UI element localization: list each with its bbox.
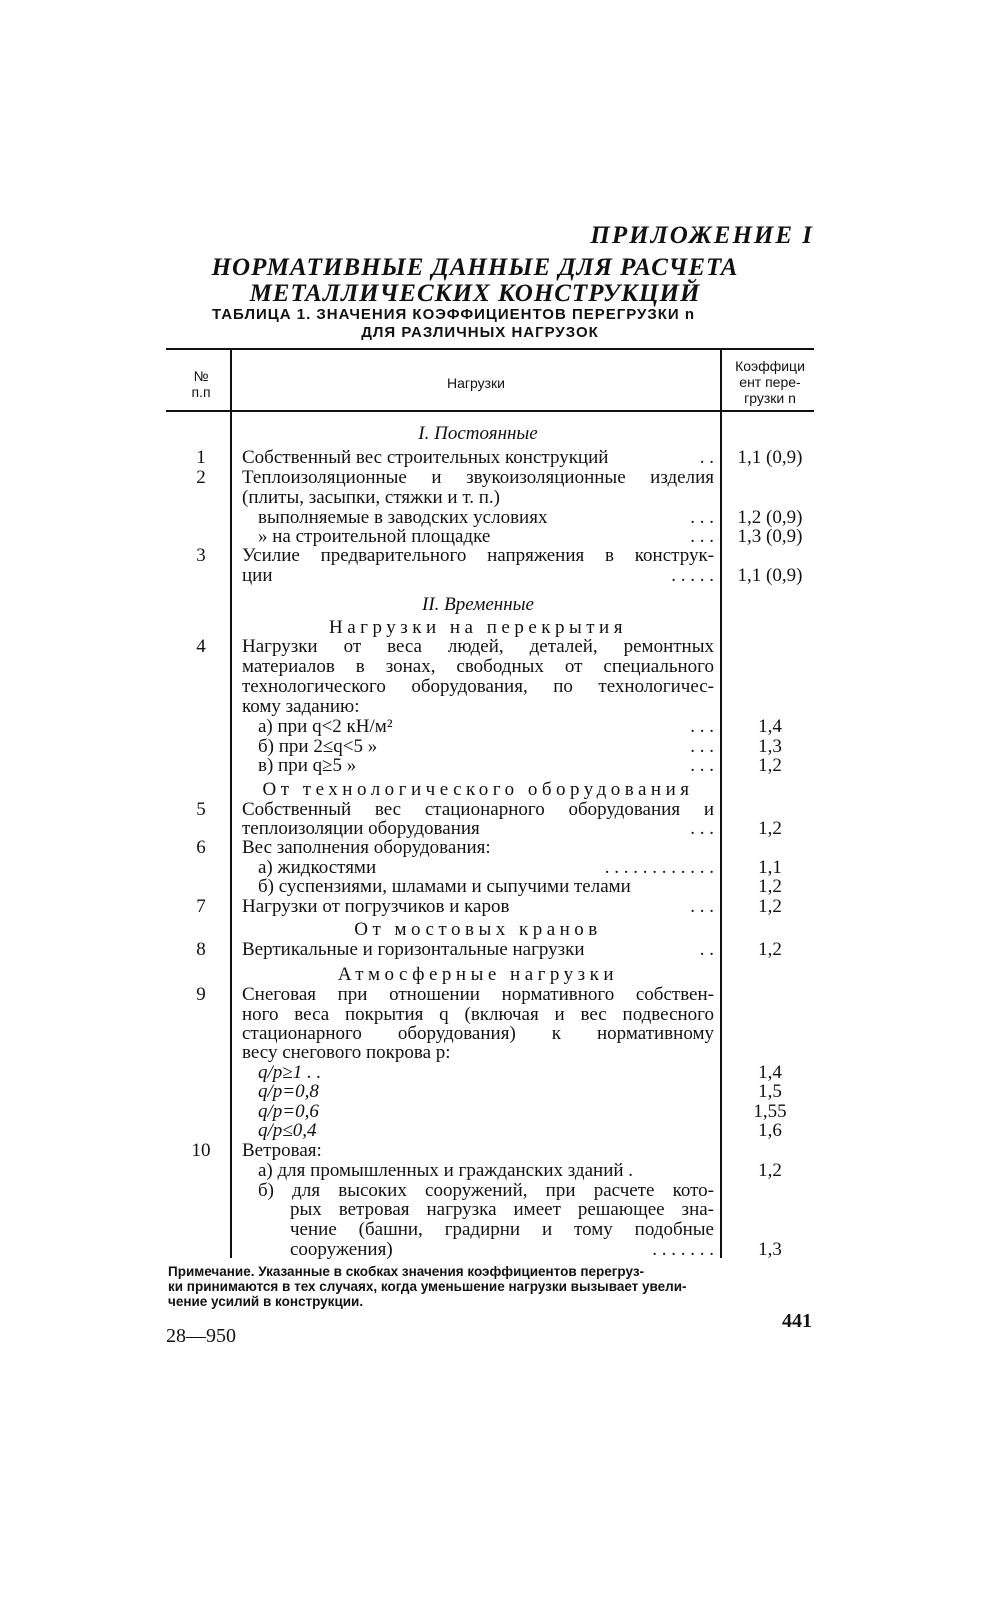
- table-caption-line-2: ДЛЯ РАЗЛИЧНЫХ НАГРУЗОК: [361, 324, 599, 341]
- row-text: [242, 897, 714, 917]
- coefficient-value: 1,2 (0,9): [737, 507, 803, 528]
- row-number: 8: [196, 939, 206, 960]
- coefficient-value: 1,4: [758, 716, 782, 737]
- row-number: 5: [196, 799, 206, 820]
- coefficient-value: 1,2: [758, 1160, 782, 1181]
- coefficient-value: 1,2: [758, 896, 782, 917]
- row-number: 7: [196, 896, 206, 917]
- row-text: [242, 448, 714, 468]
- section-heading: I. Постоянные: [418, 423, 538, 444]
- row-text: [258, 756, 714, 776]
- leader-dots: . . .: [690, 526, 714, 547]
- row-number: 3: [196, 545, 206, 566]
- row-text: q/p=0,6: [258, 1101, 319, 1122]
- row-text: q/p≤0,4: [258, 1120, 317, 1141]
- table-note: [168, 1264, 812, 1309]
- row-text-content: б) при 2≤q<5 »: [258, 736, 378, 757]
- coefficient-value: 1,2: [758, 939, 782, 960]
- row-text: q/p=0,8: [258, 1081, 319, 1102]
- row-text: Усилие предварительного напряжения в конструк-: [242, 545, 714, 566]
- leader-dots: . . . . .: [671, 565, 714, 586]
- row-text-content: а) при q<2 кН/м²: [258, 716, 393, 737]
- table-note-line: Примечание. Указанные в скобках значения коэффициентов перегруз-: [168, 1264, 645, 1279]
- coefficient-value: 1,3 (0,9): [737, 526, 803, 547]
- row-text: весу снегового покрова p:: [242, 1042, 451, 1063]
- coefficient-value: 1,1 (0,9): [737, 565, 803, 586]
- row-text-content: Нагрузки от погрузчиков и каров: [242, 896, 510, 917]
- row-text-content: » на строительной площадке: [258, 526, 491, 547]
- row-text: Теплоизоляционные и звукоизоляционные изделия: [242, 467, 714, 488]
- header-number: [166, 368, 236, 400]
- coefficient-value: 1,3: [758, 736, 782, 757]
- row-text: стационарного оборудования) к нормативному: [242, 1023, 714, 1044]
- row-text: технологического оборудования, по технологичес-: [242, 676, 714, 697]
- row-text: [258, 737, 714, 757]
- row-text-content: Собственный вес строительных конструкций: [242, 447, 609, 468]
- row-text: чение (башни, градирни и тому подобные: [290, 1219, 714, 1240]
- leader-dots: . .: [699, 447, 714, 468]
- row-text: [242, 819, 714, 839]
- leader-dots: . .: [699, 939, 714, 960]
- leader-dots: . . .: [690, 818, 714, 839]
- row-number: 4: [196, 636, 206, 657]
- table-divider-left: [230, 350, 232, 1258]
- leader-dots: . . . . . . . . . . . .: [604, 857, 714, 878]
- row-text: Ветровая:: [242, 1140, 322, 1161]
- coefficient-value: 1,5: [758, 1081, 782, 1102]
- row-text-content: сооружения): [290, 1239, 393, 1260]
- row-text: а) для промышленных и гражданских зданий .: [258, 1160, 634, 1181]
- coefficient-value: 1,4: [758, 1062, 782, 1083]
- row-number: 6: [196, 837, 206, 858]
- subsection-heading: От технологического оборудования: [262, 779, 694, 800]
- table-note-line: чение усилий в конструкции.: [168, 1294, 364, 1309]
- coefficient-value: 1,1: [758, 857, 782, 878]
- table-top-rule: [166, 348, 814, 350]
- header-number-abbr: п.п: [191, 384, 211, 400]
- page-number: 441: [782, 1310, 812, 1332]
- row-text-content: Вертикальные и горизонтальные нагрузки: [242, 939, 585, 960]
- row-text: б) суспензиями, шламами и сыпучими телами: [258, 876, 631, 897]
- coefficient-value: 1,2: [758, 876, 782, 897]
- header-coefficient: [724, 358, 816, 406]
- row-text: [290, 1240, 714, 1260]
- row-text: материалов в зонах, свободных от специального: [242, 656, 714, 677]
- table-header-rule: [166, 410, 814, 412]
- subsection-heading: От мостовых кранов: [354, 919, 602, 940]
- row-text: кому заданию:: [242, 696, 360, 717]
- table-caption-line-1: ТАБЛИЦА 1. ЗНАЧЕНИЯ КОЭФФИЦИЕНТОВ ПЕРЕГРУЗКИ n: [212, 306, 696, 323]
- coefficient-value: 1,2: [758, 755, 782, 776]
- row-text: [258, 717, 714, 737]
- leader-dots: . . .: [690, 507, 714, 528]
- row-text: рых ветровая нагрузка имеет решающее зна-: [290, 1199, 714, 1220]
- row-text: ного веса покрытия q (включая и вес подвесного: [242, 1004, 714, 1025]
- coefficient-value: 1,3: [758, 1239, 782, 1260]
- row-text-content: ции: [242, 565, 273, 586]
- sheet-signature: 28—950: [166, 1325, 236, 1347]
- row-text-content: выполняемые в заводских условиях: [258, 507, 548, 528]
- leader-dots: . . .: [690, 716, 714, 737]
- page-title-line-1: НОРМАТИВНЫЕ ДАННЫЕ ДЛЯ РАСЧЕТА: [211, 254, 739, 281]
- coefficient-value: 1,2: [758, 818, 782, 839]
- header-number-symbol: №: [193, 368, 209, 384]
- row-text: q/p≥1 . .: [258, 1062, 322, 1083]
- leader-dots: . . . . . . .: [652, 1239, 714, 1260]
- page-title-line-2: МЕТАЛЛИЧЕСКИХ КОНСТРУКЦИЙ: [249, 280, 701, 307]
- appendix-label: ПРИЛОЖЕНИЕ I: [590, 222, 814, 249]
- coefficient-value: 1,6: [758, 1120, 782, 1141]
- row-text-content: а) жидкостями: [258, 857, 377, 878]
- row-text-content: в) при q≥5 »: [258, 755, 357, 776]
- coefficient-value: 1,1 (0,9): [737, 447, 803, 468]
- row-text: (плиты, засыпки, стяжки и т. п.): [242, 487, 500, 508]
- row-text: [258, 527, 714, 547]
- row-number: 9: [196, 984, 206, 1005]
- row-text: Снеговая при отношении нормативного собствен-: [242, 984, 714, 1005]
- row-number: 10: [191, 1140, 211, 1161]
- leader-dots: . . .: [690, 896, 714, 917]
- table-divider-right: [720, 350, 722, 1258]
- coefficient-value: 1,55: [753, 1101, 787, 1122]
- row-number: 1: [196, 447, 206, 468]
- row-text-content: теплоизоляции оборудования: [242, 818, 480, 839]
- row-number: 2: [196, 467, 206, 488]
- section-heading: II. Временные: [422, 594, 534, 615]
- row-text: [258, 858, 714, 878]
- header-coefficient-line-2: ент пере-: [739, 374, 801, 390]
- row-text: [242, 940, 714, 960]
- table-note-line: ки принимаются в тех случаях, когда уменьшение нагрузки вызывает увели-: [168, 1279, 687, 1294]
- header-coefficient-line-3: грузки n: [744, 390, 796, 406]
- row-text: Нагрузки от веса людей, деталей, ремонтных: [242, 636, 714, 657]
- row-text: [242, 566, 714, 586]
- row-text: Собственный вес стационарного оборудования и: [242, 799, 714, 820]
- row-text: б) для высоких сооружений, при расчете кото-: [258, 1180, 714, 1201]
- leader-dots: . . .: [690, 736, 714, 757]
- subsection-heading: Атмосферные нагрузки: [337, 964, 619, 985]
- leader-dots: . . .: [690, 755, 714, 776]
- header-loads: Нагрузки: [447, 375, 505, 391]
- row-text: Вес заполнения оборудования:: [242, 837, 491, 858]
- row-text: [258, 508, 714, 528]
- subsection-heading: Нагрузки на перекрытия: [329, 617, 627, 638]
- header-coefficient-line-1: Коэффици: [735, 358, 805, 374]
